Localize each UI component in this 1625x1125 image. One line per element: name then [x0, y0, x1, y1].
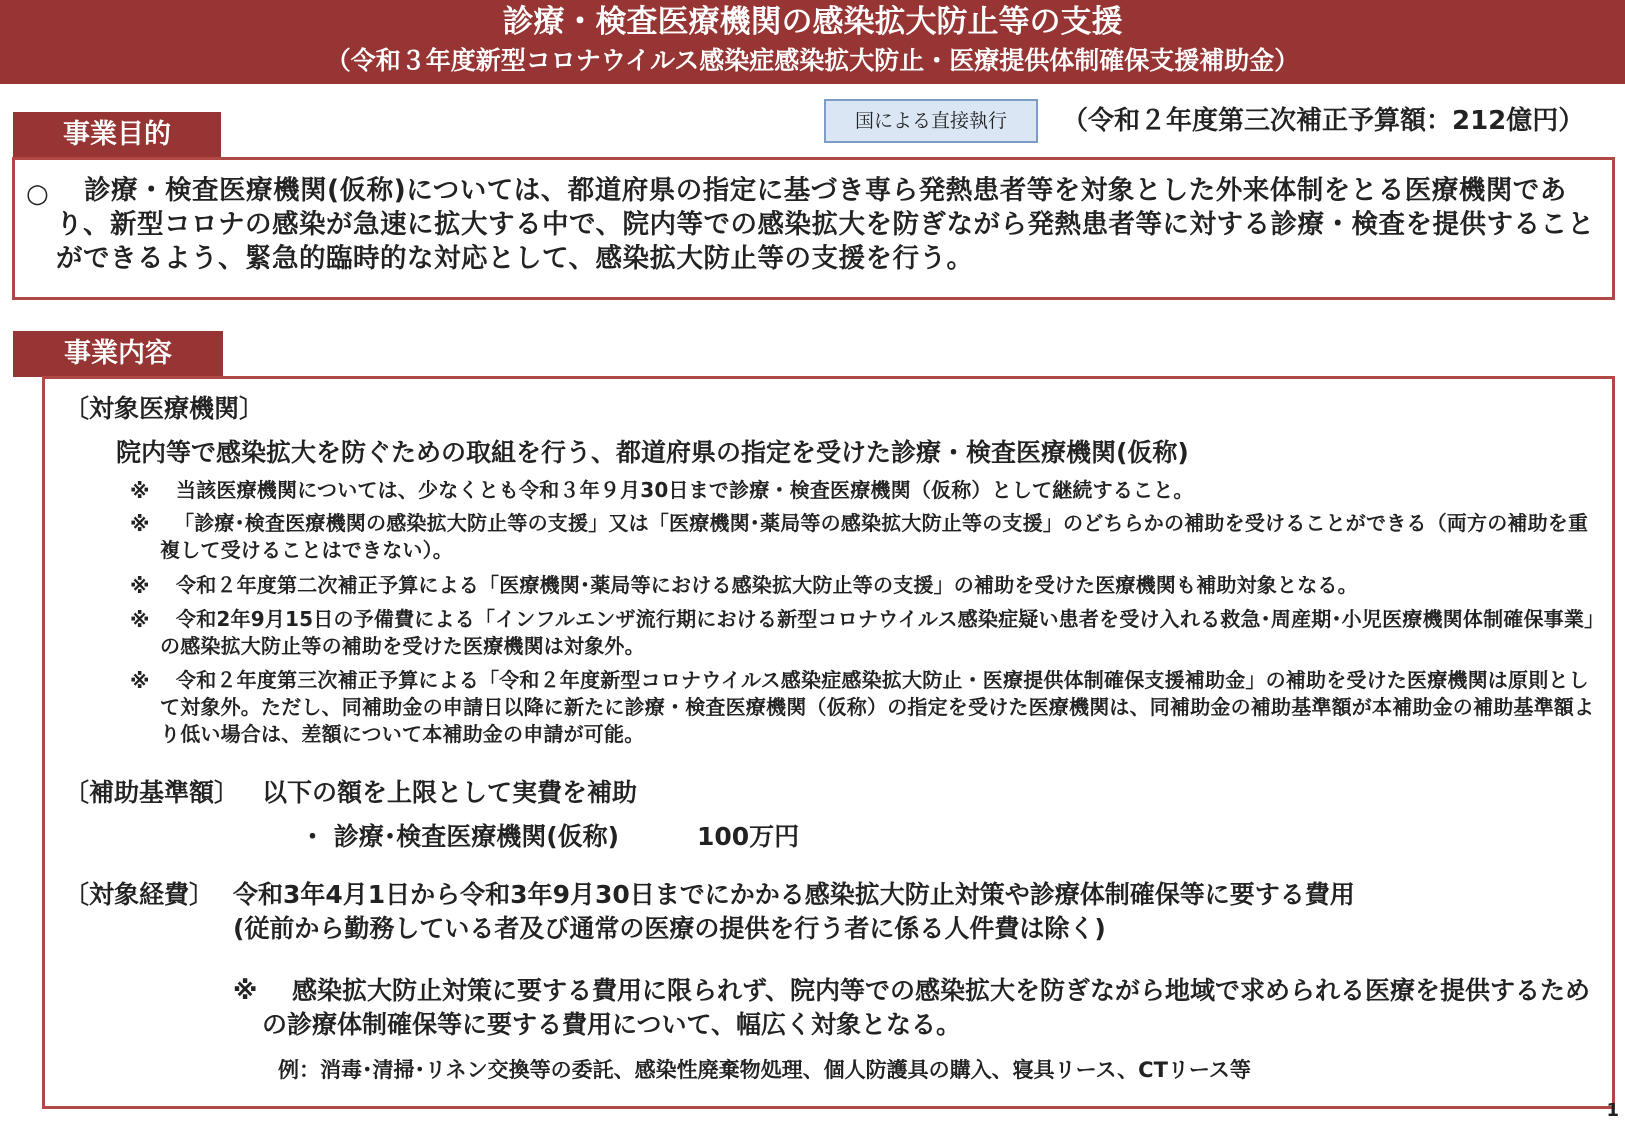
example-text: 例：消毒･清掃･リネン交換等の委託、感染性廃棄物処理、個人防護具の購入、寝具リース、CTリース等	[278, 1058, 1251, 1082]
expense-note-mark: ※	[233, 976, 258, 1005]
content-tab: 事業内容	[13, 331, 223, 377]
budget-amount: （令和２年度第三次補正予算額：212億円）	[1062, 106, 1585, 136]
note-2: 「診療･検査医療機関の感染拡大防止等の支援」又は「医療機関･薬局等の感染拡大防止等の支援」のどちらかの補助を受けることができる（両方の補助を重複して受けることはできない）。	[160, 511, 1589, 562]
note-1: 当該医療機関については、少なくとも令和３年９月30日まで診療・検査医療機関（仮称）として継続すること。	[176, 478, 1194, 502]
page-number: 1	[1606, 1100, 1619, 1121]
note-mark: ※	[130, 574, 150, 598]
note-mark: ※	[130, 512, 150, 536]
title-banner	[0, 0, 1625, 84]
target-text: 院内等で感染拡大を防ぐための取組を行う、都道府県の指定を受けた診療・検査医療機関(仮称)	[116, 438, 1189, 467]
expense-line-1: 令和3年4月1日から令和3年9月30日までにかかる感染拡大防止対策や診療体制確保等に要する費用	[233, 880, 1355, 909]
purpose-tab: 事業目的	[13, 112, 221, 158]
note-5: 令和２年度第三次補正予算による「令和２年度新型コロナウイルス感染症感染拡大防止・医療提供体制確保支援補助金」の補助を受けた医療機関は原則として対象外。ただし、同補助金の申請日以降に新たに診療・検査医療機関（仮称）の指定を受けた医療機関は、同補助金の補助基準額が本補助金の補助基準額より低い場合は、差額について本補助金の申請が可能。	[160, 668, 1595, 746]
note-mark: ※	[130, 608, 150, 632]
note-3: 令和２年度第二次補正予算による「医療機関･薬局等における感染拡大防止等の支援」の補助を受けた医療機関も補助対象となる。	[176, 573, 1358, 597]
standard-label: 〔補助基準額〕	[64, 778, 240, 807]
purpose-text: 診療・検査医療機関(仮称)については、都道府県の指定に基づき専ら発熱患者等を対象とした外来体制をとる医療機関であり、新型コロナの感染が急速に拡大する中で、院内等での感染拡大を防ぎながら発熱患者等に対する診療・検査を提供することができるよう、緊急的臨時的な対応として、感染拡大防止等の支援を行う。	[56, 175, 1595, 274]
note-mark: ※	[130, 479, 150, 503]
page-subtitle: （令和３年度新型コロナウイルス感染症感染拡大防止・医療提供体制確保支援補助金）	[325, 46, 1300, 75]
target-label: 〔対象医療機関〕	[64, 394, 265, 423]
purpose-bullet: ○	[26, 179, 49, 209]
expense-label: 〔対象経費〕	[64, 880, 215, 909]
note-4: 令和2年9月15日の予備費による「インフルエンザ流行期における新型コロナウイルス感染症疑い患者を受け入れる救急･周産期･小児医療機関体制確保事業」の感染拡大防止等の補助を受けた医療機関は対象外。	[160, 607, 1595, 658]
standard-amount: 100万円	[697, 822, 800, 851]
standard-text: 以下の額を上限として実費を補助	[262, 778, 638, 807]
page-title: 診療・検査医療機関の感染拡大防止等の支援	[502, 4, 1123, 40]
direct-execution-label: 国による直接執行	[824, 99, 1038, 143]
standard-item: ・ 診療･検査医療機関(仮称)	[300, 822, 620, 851]
expense-note: 感染拡大防止対策に要する費用に限られず、院内等での感染拡大を防ぎながら地域で求められる医療を提供するための診療体制確保等に要する費用について、幅広く対象となる。	[262, 976, 1591, 1039]
expense-line-2: (従前から勤務している者及び通常の医療の提供を行う者に係る人件費は除く)	[233, 914, 1106, 943]
note-mark: ※	[130, 669, 150, 693]
